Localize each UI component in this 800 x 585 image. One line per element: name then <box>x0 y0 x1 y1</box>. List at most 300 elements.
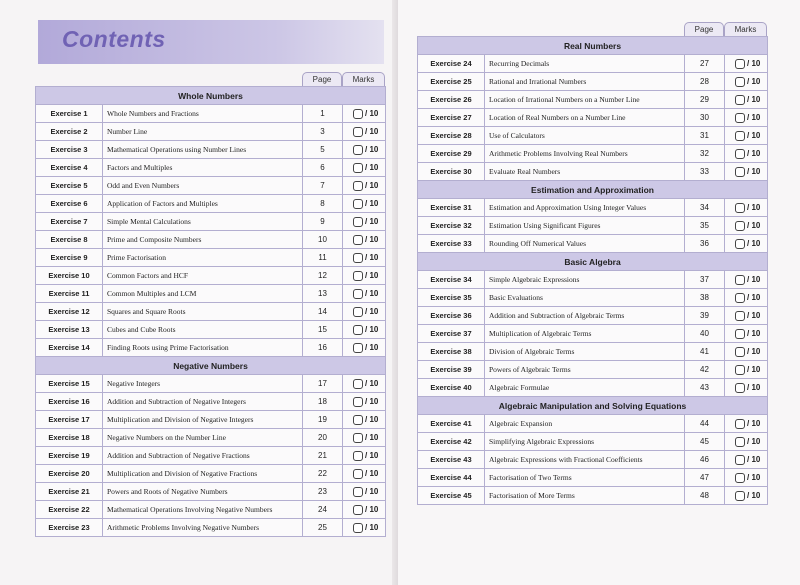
marks-total: / 10 <box>365 108 379 118</box>
exercise-title: Location of Real Numbers on a Number Line <box>485 109 685 127</box>
exercise-number: Exercise 12 <box>36 303 103 321</box>
marks-total: / 10 <box>365 144 379 154</box>
exercise-title: Simple Algebraic Expressions <box>485 271 685 289</box>
marks-checkbox[interactable] <box>353 199 363 209</box>
page-number: 1 <box>303 105 343 123</box>
marks-checkbox[interactable] <box>735 59 745 69</box>
marks-checkbox[interactable] <box>353 289 363 299</box>
marks-total: / 10 <box>365 414 379 424</box>
exercise-number: Exercise 19 <box>36 447 103 465</box>
marks-total: / 10 <box>747 238 761 248</box>
table-row <box>418 73 768 91</box>
exercise-title: Algebraic Expressions with Fractional Coefficients <box>485 451 685 469</box>
table-row <box>36 195 386 213</box>
marks-cell <box>725 235 768 253</box>
marks-total: / 10 <box>365 270 379 280</box>
exercise-number: Exercise 18 <box>36 429 103 447</box>
marks-cell <box>725 487 768 505</box>
marks-total: / 10 <box>365 450 379 460</box>
table-row <box>36 465 386 483</box>
table-row <box>418 271 768 289</box>
marks-checkbox[interactable] <box>353 181 363 191</box>
exercise-number: Exercise 21 <box>36 483 103 501</box>
exercise-title: Mathematical Operations using Number Lines <box>103 141 303 159</box>
marks-checkbox[interactable] <box>735 95 745 105</box>
marks-checkbox[interactable] <box>353 163 363 173</box>
exercise-title: Evaluate Real Numbers <box>485 163 685 181</box>
page-number: 47 <box>685 469 725 487</box>
exercise-title: Powers and Roots of Negative Numbers <box>103 483 303 501</box>
marks-total: / 10 <box>365 396 379 406</box>
exercise-title: Multiplication and Division of Negative Fractions <box>103 465 303 483</box>
marks-checkbox[interactable] <box>735 311 745 321</box>
table-row <box>418 451 768 469</box>
marks-total: / 10 <box>365 324 379 334</box>
page-number: 31 <box>685 127 725 145</box>
table-row <box>418 379 768 397</box>
exercise-title: Location of Irrational Numbers on a Number Line <box>485 91 685 109</box>
table-row <box>36 177 386 195</box>
exercise-number: Exercise 31 <box>418 199 485 217</box>
marks-checkbox[interactable] <box>735 149 745 159</box>
exercise-number: Exercise 25 <box>418 73 485 91</box>
exercise-number: Exercise 41 <box>418 415 485 433</box>
table-row <box>36 105 386 123</box>
page-number: 7 <box>303 177 343 195</box>
page-number: 36 <box>685 235 725 253</box>
exercise-number: Exercise 3 <box>36 141 103 159</box>
marks-cell <box>343 411 386 429</box>
marks-total: / 10 <box>747 472 761 482</box>
marks-total: / 10 <box>747 490 761 500</box>
marks-total: / 10 <box>747 454 761 464</box>
marks-column-header: Marks <box>724 22 767 36</box>
table-row <box>36 519 386 537</box>
marks-checkbox[interactable] <box>735 383 745 393</box>
table-row <box>418 415 768 433</box>
page-number: 29 <box>685 91 725 109</box>
marks-cell <box>343 123 386 141</box>
marks-total: / 10 <box>365 216 379 226</box>
page-number: 15 <box>303 321 343 339</box>
table-row <box>418 289 768 307</box>
marks-total: / 10 <box>747 418 761 428</box>
exercise-title: Squares and Square Roots <box>103 303 303 321</box>
marks-total: / 10 <box>365 126 379 136</box>
marks-cell <box>343 465 386 483</box>
page-number: 39 <box>685 307 725 325</box>
exercise-number: Exercise 6 <box>36 195 103 213</box>
page-number: 24 <box>303 501 343 519</box>
marks-checkbox[interactable] <box>353 109 363 119</box>
marks-checkbox[interactable] <box>353 271 363 281</box>
marks-cell <box>725 415 768 433</box>
exercise-title: Finding Roots using Prime Factorisation <box>103 339 303 357</box>
page-number: 40 <box>685 325 725 343</box>
marks-total: / 10 <box>365 522 379 532</box>
page-number: 27 <box>685 55 725 73</box>
exercise-number: Exercise 5 <box>36 177 103 195</box>
marks-cell <box>343 159 386 177</box>
marks-checkbox[interactable] <box>353 451 363 461</box>
exercise-number: Exercise 14 <box>36 339 103 357</box>
marks-checkbox[interactable] <box>353 415 363 425</box>
exercise-title: Simple Mental Calculations <box>103 213 303 231</box>
table-row <box>36 213 386 231</box>
marks-cell <box>343 231 386 249</box>
marks-checkbox[interactable] <box>735 167 745 177</box>
page-number: 38 <box>685 289 725 307</box>
page-number: 45 <box>685 433 725 451</box>
table-row <box>36 303 386 321</box>
marks-total: / 10 <box>747 166 761 176</box>
exercise-title: Rational and Irrational Numbers <box>485 73 685 91</box>
page-number: 14 <box>303 303 343 321</box>
marks-total: / 10 <box>365 468 379 478</box>
page-number: 17 <box>303 375 343 393</box>
marks-checkbox[interactable] <box>735 113 745 123</box>
exercise-title: Multiplication and Division of Negative Integers <box>103 411 303 429</box>
marks-cell <box>725 73 768 91</box>
table-row <box>418 343 768 361</box>
exercise-number: Exercise 27 <box>418 109 485 127</box>
page-number: 32 <box>685 145 725 163</box>
section-title: Estimation and Approximation <box>418 181 768 199</box>
marks-total: / 10 <box>747 346 761 356</box>
exercise-title: Application of Factors and Multiples <box>103 195 303 213</box>
right-page <box>398 0 800 585</box>
marks-cell <box>725 91 768 109</box>
marks-total: / 10 <box>365 306 379 316</box>
marks-total: / 10 <box>747 94 761 104</box>
table-row <box>36 285 386 303</box>
exercise-title: Addition and Subtraction of Algebraic Terms <box>485 307 685 325</box>
page-number: 19 <box>303 411 343 429</box>
page-number: 6 <box>303 159 343 177</box>
table-row <box>36 501 386 519</box>
exercise-number: Exercise 4 <box>36 159 103 177</box>
exercise-title: Estimation Using Significant Figures <box>485 217 685 235</box>
marks-total: / 10 <box>365 180 379 190</box>
page-number: 8 <box>303 195 343 213</box>
marks-checkbox[interactable] <box>735 293 745 303</box>
page-number: 11 <box>303 249 343 267</box>
section-header <box>36 87 386 105</box>
exercise-number: Exercise 33 <box>418 235 485 253</box>
page-number: 16 <box>303 339 343 357</box>
marks-cell <box>343 429 386 447</box>
page-column-header: Page <box>684 22 724 36</box>
exercise-title: Rounding Off Numerical Values <box>485 235 685 253</box>
section-title: Basic Algebra <box>418 253 768 271</box>
page-number: 5 <box>303 141 343 159</box>
page-number: 48 <box>685 487 725 505</box>
exercise-title: Cubes and Cube Roots <box>103 321 303 339</box>
table-row <box>36 339 386 357</box>
exercise-title: Recurring Decimals <box>485 55 685 73</box>
contents-table-right <box>417 36 768 505</box>
contents-table-left <box>35 86 386 537</box>
marks-total: / 10 <box>365 504 379 514</box>
exercise-number: Exercise 2 <box>36 123 103 141</box>
marks-cell <box>725 469 768 487</box>
table-row <box>36 411 386 429</box>
table-row <box>36 231 386 249</box>
marks-total: / 10 <box>365 432 379 442</box>
marks-cell <box>343 285 386 303</box>
page-column-header: Page <box>302 72 342 86</box>
marks-checkbox[interactable] <box>735 455 745 465</box>
exercise-title: Use of Calculators <box>485 127 685 145</box>
page-number: 28 <box>685 73 725 91</box>
exercise-number: Exercise 43 <box>418 451 485 469</box>
marks-total: / 10 <box>747 112 761 122</box>
table-row <box>418 433 768 451</box>
exercise-number: Exercise 45 <box>418 487 485 505</box>
table-row <box>418 163 768 181</box>
marks-checkbox[interactable] <box>735 131 745 141</box>
exercise-number: Exercise 35 <box>418 289 485 307</box>
exercise-title: Whole Numbers and Fractions <box>103 105 303 123</box>
marks-cell <box>343 321 386 339</box>
marks-checkbox[interactable] <box>735 437 745 447</box>
exercise-number: Exercise 40 <box>418 379 485 397</box>
marks-checkbox[interactable] <box>735 491 745 501</box>
marks-checkbox[interactable] <box>735 329 745 339</box>
marks-total: / 10 <box>365 198 379 208</box>
marks-total: / 10 <box>747 202 761 212</box>
marks-checkbox[interactable] <box>353 253 363 263</box>
marks-checkbox[interactable] <box>735 365 745 375</box>
marks-cell <box>725 379 768 397</box>
section-title: Negative Numbers <box>36 357 386 375</box>
marks-cell <box>343 303 386 321</box>
exercise-number: Exercise 8 <box>36 231 103 249</box>
marks-checkbox[interactable] <box>735 275 745 285</box>
marks-checkbox[interactable] <box>353 325 363 335</box>
marks-checkbox[interactable] <box>735 419 745 429</box>
page-number: 12 <box>303 267 343 285</box>
page-number: 33 <box>685 163 725 181</box>
exercise-number: Exercise 16 <box>36 393 103 411</box>
table-row <box>36 393 386 411</box>
table-row <box>36 267 386 285</box>
marks-checkbox[interactable] <box>735 221 745 231</box>
exercise-title: Estimation and Approximation Using Integer Values <box>485 199 685 217</box>
marks-cell <box>725 109 768 127</box>
marks-total: / 10 <box>365 288 379 298</box>
marks-checkbox[interactable] <box>353 145 363 155</box>
page-number: 10 <box>303 231 343 249</box>
exercise-title: Simplifying Algebraic Expressions <box>485 433 685 451</box>
marks-cell <box>725 199 768 217</box>
page-number: 30 <box>685 109 725 127</box>
section-header <box>418 181 768 199</box>
title-band <box>38 20 384 64</box>
exercise-title: Algebraic Expansion <box>485 415 685 433</box>
marks-total: / 10 <box>747 130 761 140</box>
page-number: 18 <box>303 393 343 411</box>
table-row <box>418 325 768 343</box>
page-number: 37 <box>685 271 725 289</box>
section-header <box>418 37 768 55</box>
marks-cell <box>725 343 768 361</box>
table-row <box>36 447 386 465</box>
table-row <box>36 141 386 159</box>
page-number: 46 <box>685 451 725 469</box>
exercise-title: Odd and Even Numbers <box>103 177 303 195</box>
section-header <box>418 253 768 271</box>
table-row <box>418 361 768 379</box>
left-page <box>0 0 398 585</box>
marks-cell <box>725 361 768 379</box>
table-row <box>418 145 768 163</box>
exercise-number: Exercise 13 <box>36 321 103 339</box>
table-row <box>418 469 768 487</box>
exercise-title: Addition and Subtraction of Negative Integers <box>103 393 303 411</box>
exercise-title: Algebraic Formulae <box>485 379 685 397</box>
marks-checkbox[interactable] <box>353 433 363 443</box>
exercise-title: Division of Algebraic Terms <box>485 343 685 361</box>
marks-cell <box>343 213 386 231</box>
exercise-number: Exercise 34 <box>418 271 485 289</box>
page-number: 21 <box>303 447 343 465</box>
exercise-title: Negative Integers <box>103 375 303 393</box>
marks-checkbox[interactable] <box>353 469 363 479</box>
marks-cell <box>343 375 386 393</box>
marks-total: / 10 <box>747 382 761 392</box>
exercise-title: Prime Factorisation <box>103 249 303 267</box>
marks-total: / 10 <box>365 378 379 388</box>
exercise-number: Exercise 9 <box>36 249 103 267</box>
marks-total: / 10 <box>747 274 761 284</box>
table-row <box>36 249 386 267</box>
exercise-title: Arithmetic Problems Involving Negative Numbers <box>103 519 303 537</box>
page-number: 34 <box>685 199 725 217</box>
section-title: Algebraic Manipulation and Solving Equations <box>418 397 768 415</box>
marks-checkbox[interactable] <box>353 217 363 227</box>
marks-cell <box>343 141 386 159</box>
marks-checkbox[interactable] <box>353 343 363 353</box>
marks-checkbox[interactable] <box>353 397 363 407</box>
table-row <box>418 91 768 109</box>
marks-checkbox[interactable] <box>353 235 363 245</box>
table-row <box>418 109 768 127</box>
marks-checkbox[interactable] <box>735 347 745 357</box>
exercise-number: Exercise 36 <box>418 307 485 325</box>
page-number: 9 <box>303 213 343 231</box>
marks-cell <box>725 325 768 343</box>
exercise-title: Common Factors and HCF <box>103 267 303 285</box>
marks-cell <box>725 55 768 73</box>
marks-checkbox[interactable] <box>353 307 363 317</box>
exercise-number: Exercise 24 <box>418 55 485 73</box>
marks-cell <box>725 271 768 289</box>
exercise-title: Factors and Multiples <box>103 159 303 177</box>
table-row <box>418 217 768 235</box>
exercise-number: Exercise 39 <box>418 361 485 379</box>
section-title: Whole Numbers <box>36 87 386 105</box>
marks-checkbox[interactable] <box>353 127 363 137</box>
marks-total: / 10 <box>747 220 761 230</box>
marks-cell <box>343 339 386 357</box>
exercise-number: Exercise 32 <box>418 217 485 235</box>
marks-cell <box>343 195 386 213</box>
table-row <box>418 487 768 505</box>
marks-total: / 10 <box>365 342 379 352</box>
exercise-number: Exercise 20 <box>36 465 103 483</box>
exercise-title: Arithmetic Problems Involving Real Numbers <box>485 145 685 163</box>
marks-checkbox[interactable] <box>353 505 363 515</box>
exercise-title: Factorisation of Two Terms <box>485 469 685 487</box>
marks-total: / 10 <box>747 292 761 302</box>
page-number: 42 <box>685 361 725 379</box>
marks-checkbox[interactable] <box>735 77 745 87</box>
marks-cell <box>343 177 386 195</box>
exercise-title: Mathematical Operations Involving Negative Numbers <box>103 501 303 519</box>
marks-total: / 10 <box>747 310 761 320</box>
marks-cell <box>725 145 768 163</box>
marks-cell <box>725 307 768 325</box>
exercise-number: Exercise 17 <box>36 411 103 429</box>
marks-cell <box>343 501 386 519</box>
marks-checkbox[interactable] <box>735 203 745 213</box>
exercise-title: Common Multiples and LCM <box>103 285 303 303</box>
marks-total: / 10 <box>747 436 761 446</box>
exercise-title: Addition and Subtraction of Negative Fractions <box>103 447 303 465</box>
marks-column-header: Marks <box>342 72 385 86</box>
marks-checkbox[interactable] <box>353 523 363 533</box>
marks-checkbox[interactable] <box>735 473 745 483</box>
table-row <box>418 199 768 217</box>
exercise-number: Exercise 38 <box>418 343 485 361</box>
marks-cell <box>343 519 386 537</box>
marks-total: / 10 <box>365 486 379 496</box>
exercise-title: Multiplication of Algebraic Terms <box>485 325 685 343</box>
marks-cell <box>725 433 768 451</box>
exercise-number: Exercise 11 <box>36 285 103 303</box>
exercise-number: Exercise 15 <box>36 375 103 393</box>
page-number: 44 <box>685 415 725 433</box>
exercise-number: Exercise 28 <box>418 127 485 145</box>
exercise-number: Exercise 29 <box>418 145 485 163</box>
marks-checkbox[interactable] <box>735 239 745 249</box>
left-column-headers <box>302 72 385 86</box>
marks-total: / 10 <box>747 328 761 338</box>
exercise-title: Number Line <box>103 123 303 141</box>
exercise-number: Exercise 7 <box>36 213 103 231</box>
exercise-number: Exercise 37 <box>418 325 485 343</box>
table-row <box>418 127 768 145</box>
marks-total: / 10 <box>747 148 761 158</box>
marks-checkbox[interactable] <box>353 379 363 389</box>
marks-checkbox[interactable] <box>353 487 363 497</box>
marks-cell <box>725 451 768 469</box>
marks-cell <box>343 393 386 411</box>
section-header <box>418 397 768 415</box>
exercise-title: Prime and Composite Numbers <box>103 231 303 249</box>
page-number: 20 <box>303 429 343 447</box>
marks-total: / 10 <box>747 76 761 86</box>
marks-cell <box>343 249 386 267</box>
exercise-number: Exercise 1 <box>36 105 103 123</box>
table-row <box>418 235 768 253</box>
exercise-number: Exercise 30 <box>418 163 485 181</box>
marks-total: / 10 <box>365 234 379 244</box>
marks-cell <box>725 163 768 181</box>
table-row <box>36 123 386 141</box>
page-number: 22 <box>303 465 343 483</box>
